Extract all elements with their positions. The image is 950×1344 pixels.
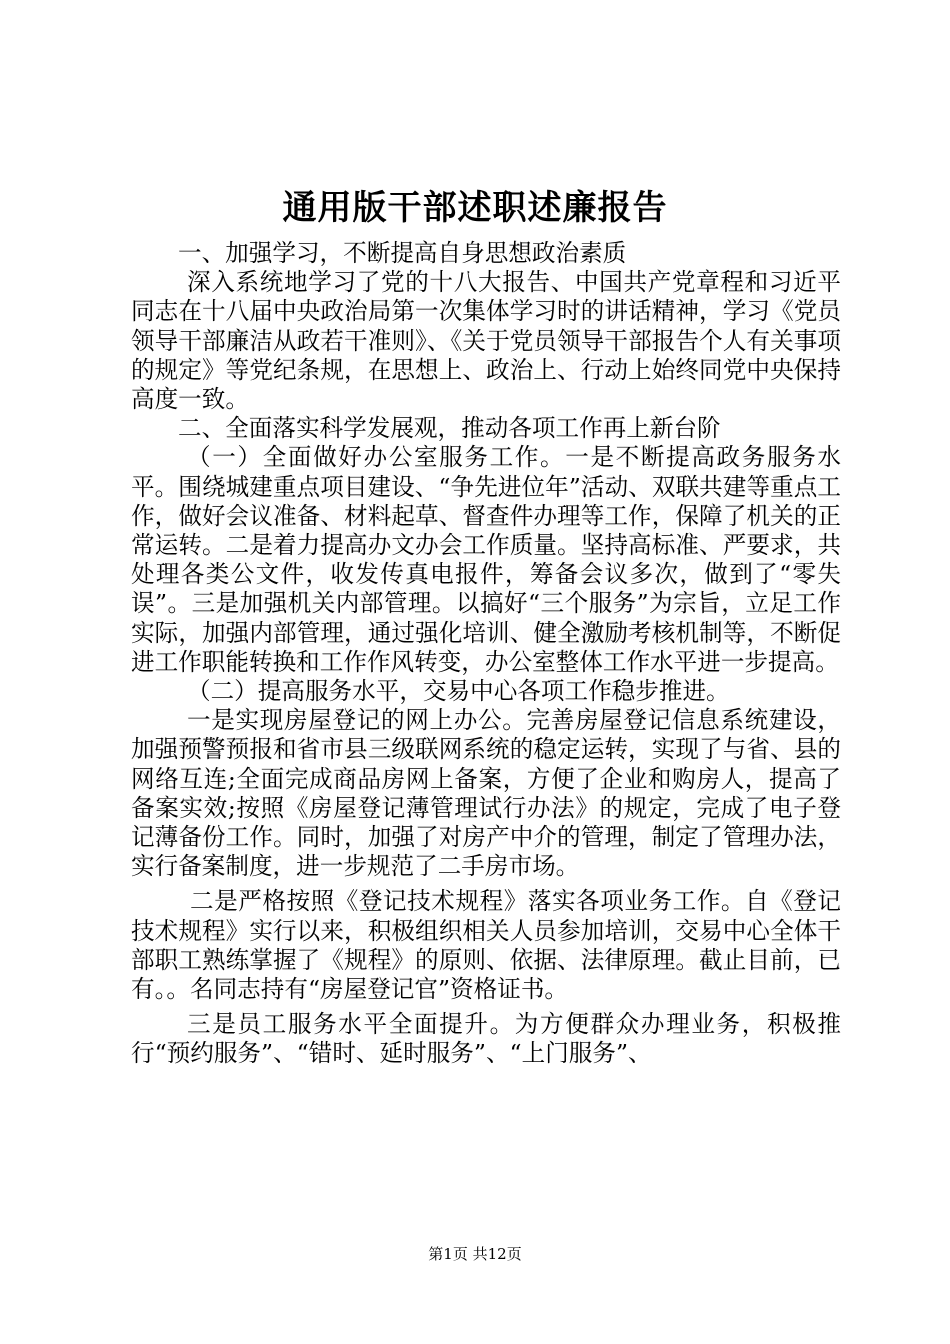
document-title: 通用版干部述职述廉报告 (282, 188, 668, 228)
paragraph: 一是实现房屋登记的网上办公。完善房屋登记信息系统建设，加强预警预报和省市县三级联网系统的稳定运转，实现了与省、县的网络互连;全面完成商品房网上备案，方便了企业和购房人，提高了备案实效;按照《房屋登记薄管理试行办法》的规定，完成了电子登记薄备份工作。同时，加强了对房产中介的管理，制定了管理办法，实行备案制度，进一步规范了二手房市场。 (131, 706, 841, 881)
section-heading-1: 一、加强学习，不断提高自身思想政治素质 (178, 239, 627, 267)
subsection-heading: （二）提高服务水平，交易中心各项工作稳步推进。 (187, 677, 730, 706)
section-heading-2: 二、全面落实科学发展观，推动各项工作再上新台阶 (178, 414, 721, 443)
page-footer: 第1页 共12页 (428, 1245, 522, 1263)
paragraph: 三是员工服务水平全面提升。为方便群众办理业务，积极推行“预约服务”、“错时、延时服务”、“上门服务”、 (131, 1010, 841, 1068)
paragraph: 二是严格按照《登记技术规程》落实各项业务工作。自《登记技术规程》实行以来，积极组织相关人员参加培训，交易中心全体干部职工熟练掌握了《规程》的原则、依据、法律原理。截止目前，已有。。名同志持有“房屋登记官”资格证书。 (131, 887, 841, 1004)
paragraph: 深入系统地学习了党的十八大报告、中国共产党章程和习近平同志在十八届中央政治局第一次集体学习时的讲话精神，学习《党员领导干部廉洁从政若干准则》、《关于党员领导干部报告个人有关事项的规定》等党纪条规，在思想上、政治上、行动上始终同党中央保持高度一致。 (131, 268, 841, 414)
paragraph: （一）全面做好办公室服务工作。一是不断提高政务服务水平。围绕城建重点项目建设、“争先进位年”活动、双联共建等重点工作，做好会议准备、材料起草、督查件办理等工作，保障了机关的正常运转。二是着力提高办文办会工作质量。坚持高标准、严要求，共处理各类公文件，收发传真电报件，筹备会议多次，做到了“零失误”。三是加强机关内部管理。以搞好“三个服务”为宗旨，立足工作实际，加强内部管理，通过强化培训、健全激励考核机制等，不断促进工作职能转换和工作作风转变，办公室整体工作水平进一步提高。 (131, 443, 841, 676)
document-body (131, 239, 841, 1069)
